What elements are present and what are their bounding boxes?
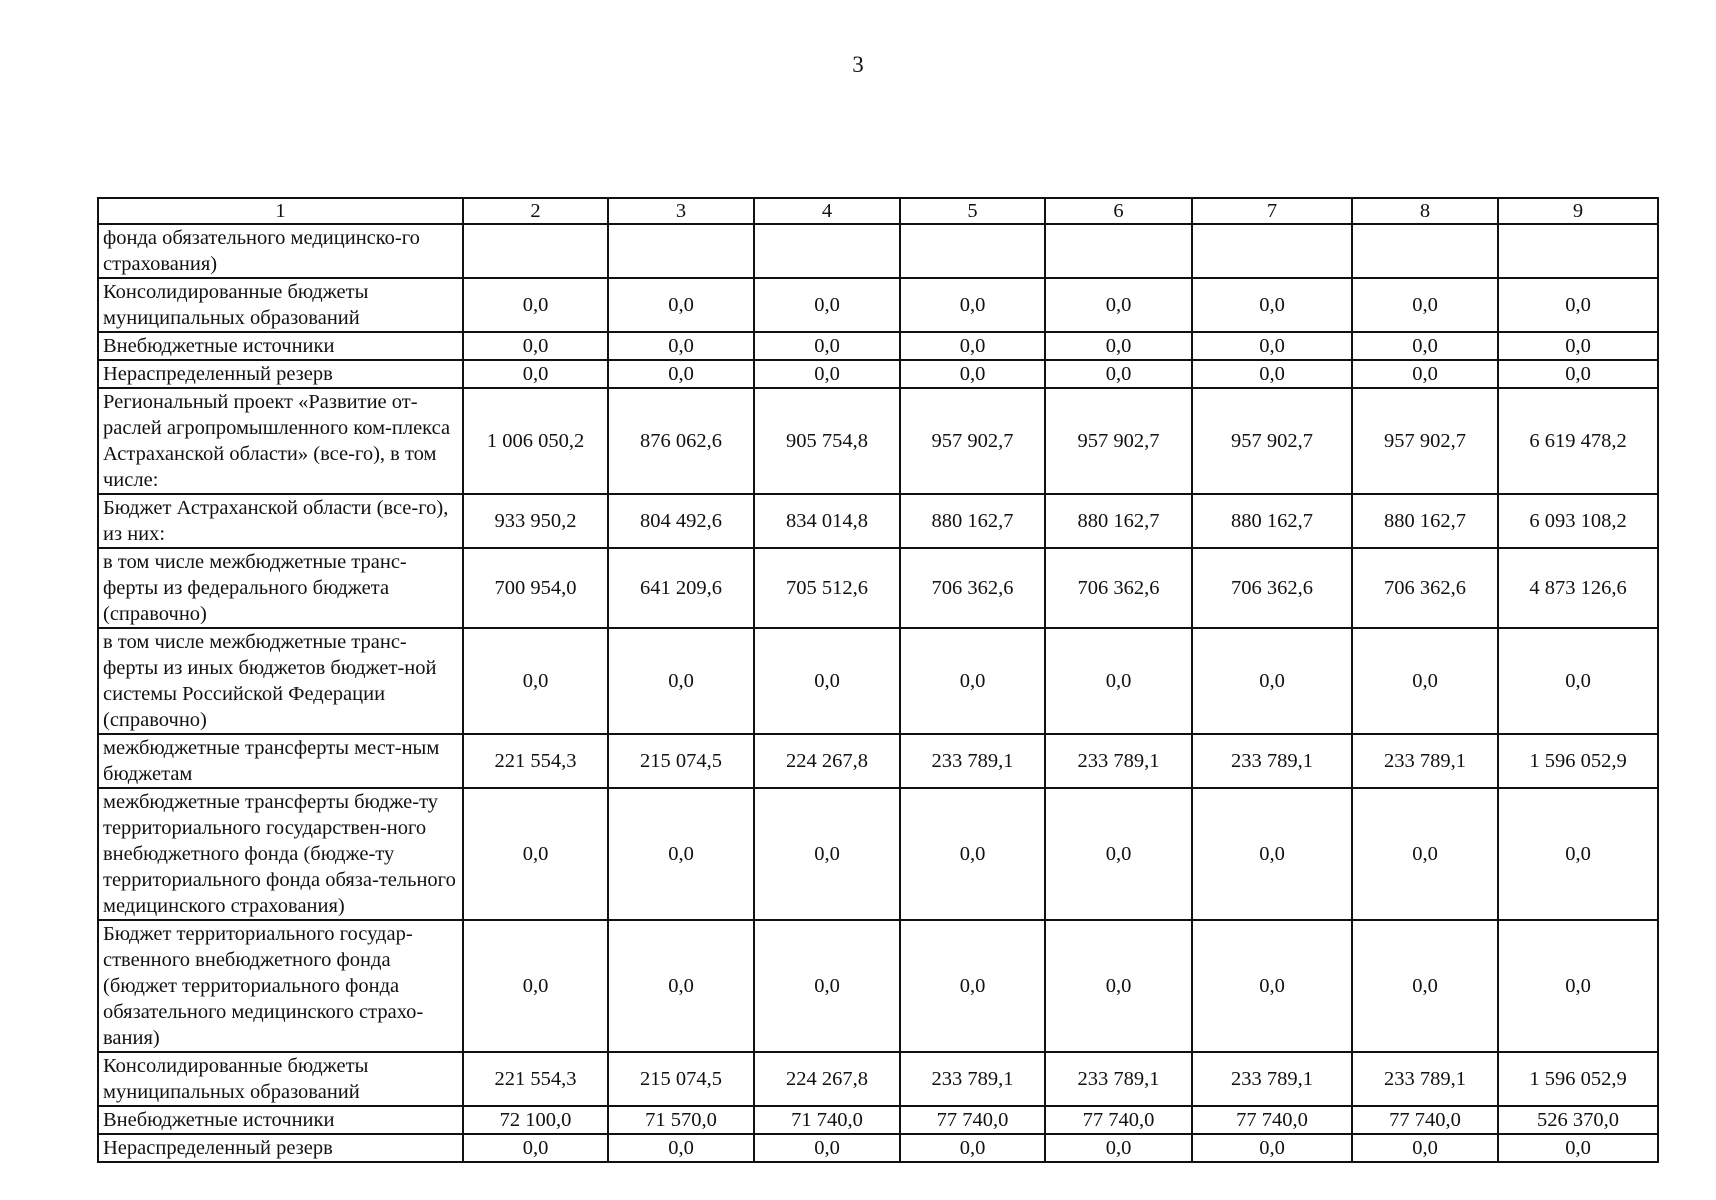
value-cell: 933 950,2: [463, 494, 608, 548]
table-row: [98, 1134, 1658, 1162]
table-row: [98, 548, 1658, 628]
value-cell: 0,0: [1498, 360, 1658, 388]
value-cell: 0,0: [463, 788, 608, 920]
value-cell: 77 740,0: [1352, 1106, 1498, 1134]
value-cell: 0,0: [608, 278, 754, 332]
value-cell: 0,0: [1498, 1134, 1658, 1162]
value-cell: 0,0: [1192, 278, 1352, 332]
value-cell: 0,0: [900, 788, 1045, 920]
row-label: Нераспределенный резерв: [98, 360, 463, 388]
value-cell: 804 492,6: [608, 494, 754, 548]
value-cell: 0,0: [754, 1134, 900, 1162]
value-cell: [1045, 224, 1192, 278]
value-cell: 0,0: [1045, 920, 1192, 1052]
table-row: [98, 1052, 1658, 1106]
value-cell: 0,0: [900, 628, 1045, 734]
row-label: Бюджет Астраханской области (все-го), из них:: [98, 494, 463, 548]
value-cell: 1 006 050,2: [463, 388, 608, 494]
value-cell: 0,0: [754, 920, 900, 1052]
value-cell: 0,0: [1498, 278, 1658, 332]
value-cell: 0,0: [754, 278, 900, 332]
value-cell: 0,0: [754, 332, 900, 360]
value-cell: 0,0: [754, 628, 900, 734]
table-row: [98, 388, 1658, 494]
table-row: [98, 788, 1658, 920]
value-cell: 957 902,7: [1045, 388, 1192, 494]
table-row: [98, 332, 1658, 360]
value-cell: [608, 224, 754, 278]
row-label: Консолидированные бюджеты муниципальных образований: [98, 278, 463, 332]
value-cell: 526 370,0: [1498, 1106, 1658, 1134]
row-label: Внебюджетные источники: [98, 332, 463, 360]
header-row: [98, 198, 1658, 224]
value-cell: 876 062,6: [608, 388, 754, 494]
value-cell: 1 596 052,9: [1498, 1052, 1658, 1106]
table-row: [98, 920, 1658, 1052]
value-cell: 880 162,7: [1352, 494, 1498, 548]
value-cell: 71 570,0: [608, 1106, 754, 1134]
value-cell: 77 740,0: [1045, 1106, 1192, 1134]
value-cell: 0,0: [1498, 920, 1658, 1052]
value-cell: 0,0: [900, 920, 1045, 1052]
value-cell: 0,0: [1045, 1134, 1192, 1162]
value-cell: 0,0: [1192, 332, 1352, 360]
value-cell: 0,0: [1045, 332, 1192, 360]
table-row: [98, 1106, 1658, 1134]
value-cell: 0,0: [1352, 920, 1498, 1052]
row-label: Региональный проект «Развитие от-раслей агропромышленного ком-плекса Астраханской области» (все-го), в том числе:: [98, 388, 463, 494]
value-cell: 0,0: [463, 1134, 608, 1162]
value-cell: 233 789,1: [1045, 734, 1192, 788]
value-cell: 0,0: [1352, 332, 1498, 360]
value-cell: 233 789,1: [900, 734, 1045, 788]
value-cell: 706 362,6: [1045, 548, 1192, 628]
value-cell: 0,0: [463, 920, 608, 1052]
value-cell: 0,0: [1045, 278, 1192, 332]
value-cell: 905 754,8: [754, 388, 900, 494]
value-cell: 0,0: [608, 1134, 754, 1162]
table-row: [98, 494, 1658, 548]
value-cell: 0,0: [1192, 920, 1352, 1052]
value-cell: 0,0: [463, 278, 608, 332]
value-cell: 233 789,1: [900, 1052, 1045, 1106]
page-number: 3: [852, 52, 864, 77]
value-cell: 0,0: [900, 1134, 1045, 1162]
value-cell: 0,0: [1192, 788, 1352, 920]
column-header: 2: [463, 198, 608, 224]
value-cell: 1 596 052,9: [1498, 734, 1658, 788]
value-cell: [900, 224, 1045, 278]
value-cell: 0,0: [608, 332, 754, 360]
value-cell: 957 902,7: [1192, 388, 1352, 494]
row-label: межбюджетные трансферты мест-ным бюджетам: [98, 734, 463, 788]
value-cell: 0,0: [608, 360, 754, 388]
value-cell: 6 093 108,2: [1498, 494, 1658, 548]
value-cell: 0,0: [754, 360, 900, 388]
value-cell: 641 209,6: [608, 548, 754, 628]
column-header: 7: [1192, 198, 1352, 224]
column-header: 5: [900, 198, 1045, 224]
value-cell: 233 789,1: [1352, 1052, 1498, 1106]
column-header: 4: [754, 198, 900, 224]
value-cell: [1352, 224, 1498, 278]
value-cell: 880 162,7: [1045, 494, 1192, 548]
value-cell: 0,0: [1352, 628, 1498, 734]
value-cell: 0,0: [1498, 332, 1658, 360]
value-cell: 0,0: [900, 278, 1045, 332]
value-cell: 0,0: [608, 788, 754, 920]
value-cell: 77 740,0: [900, 1106, 1045, 1134]
value-cell: 0,0: [1498, 788, 1658, 920]
value-cell: 0,0: [1352, 1134, 1498, 1162]
table-row: [98, 628, 1658, 734]
value-cell: 77 740,0: [1192, 1106, 1352, 1134]
value-cell: 705 512,6: [754, 548, 900, 628]
value-cell: 0,0: [1352, 278, 1498, 332]
value-cell: 0,0: [1045, 788, 1192, 920]
value-cell: 0,0: [1192, 360, 1352, 388]
value-cell: 700 954,0: [463, 548, 608, 628]
value-cell: 0,0: [608, 920, 754, 1052]
value-cell: 0,0: [463, 332, 608, 360]
value-cell: [1498, 224, 1658, 278]
value-cell: 4 873 126,6: [1498, 548, 1658, 628]
value-cell: 0,0: [754, 788, 900, 920]
value-cell: 706 362,6: [1352, 548, 1498, 628]
value-cell: 0,0: [608, 628, 754, 734]
value-cell: 215 074,5: [608, 734, 754, 788]
table-row: [98, 278, 1658, 332]
value-cell: 957 902,7: [900, 388, 1045, 494]
budget-table: [97, 197, 1659, 1163]
table-row: [98, 360, 1658, 388]
value-cell: 706 362,6: [1192, 548, 1352, 628]
row-label: в том числе межбюджетные транс-ферты из иных бюджетов бюджет-ной системы Российской Федерации (справочно): [98, 628, 463, 734]
value-cell: 0,0: [900, 360, 1045, 388]
value-cell: 880 162,7: [1192, 494, 1352, 548]
value-cell: 0,0: [1045, 360, 1192, 388]
row-label: в том числе межбюджетные транс-ферты из федерального бюджета (справочно): [98, 548, 463, 628]
table-body: [98, 198, 1658, 1162]
value-cell: 221 554,3: [463, 1052, 608, 1106]
value-cell: 215 074,5: [608, 1052, 754, 1106]
value-cell: 233 789,1: [1192, 1052, 1352, 1106]
row-label: фонда обязательного медицинско-го страхования): [98, 224, 463, 278]
value-cell: 72 100,0: [463, 1106, 608, 1134]
row-label: Внебюджетные источники: [98, 1106, 463, 1134]
value-cell: 0,0: [463, 628, 608, 734]
table-row: [98, 734, 1658, 788]
table-row: [98, 224, 1658, 278]
value-cell: [754, 224, 900, 278]
value-cell: 957 902,7: [1352, 388, 1498, 494]
value-cell: 233 789,1: [1192, 734, 1352, 788]
column-header: 3: [608, 198, 754, 224]
value-cell: 6 619 478,2: [1498, 388, 1658, 494]
value-cell: [1192, 224, 1352, 278]
value-cell: 233 789,1: [1352, 734, 1498, 788]
row-label: Нераспределенный резерв: [98, 1134, 463, 1162]
row-label: Консолидированные бюджеты муниципальных образований: [98, 1052, 463, 1106]
value-cell: 0,0: [900, 332, 1045, 360]
value-cell: 0,0: [1498, 628, 1658, 734]
value-cell: [463, 224, 608, 278]
value-cell: 0,0: [1045, 628, 1192, 734]
value-cell: 880 162,7: [900, 494, 1045, 548]
value-cell: 0,0: [1192, 1134, 1352, 1162]
value-cell: 0,0: [1192, 628, 1352, 734]
column-header: 6: [1045, 198, 1192, 224]
value-cell: 0,0: [1352, 360, 1498, 388]
value-cell: 233 789,1: [1045, 1052, 1192, 1106]
value-cell: 71 740,0: [754, 1106, 900, 1134]
value-cell: 224 267,8: [754, 1052, 900, 1106]
row-label: Бюджет территориального государ-ственного внебюджетного фонда (бюджет территориального фонда обязательного медицинского страхо-вания): [98, 920, 463, 1052]
column-header: 1: [98, 198, 463, 224]
row-label: межбюджетные трансферты бюдже-ту территориального государствен-ного внебюджетного фонда (бюдже-ту территориального фонда обяза-тельного медицинского страхования): [98, 788, 463, 920]
value-cell: 0,0: [1352, 788, 1498, 920]
value-cell: 706 362,6: [900, 548, 1045, 628]
value-cell: 834 014,8: [754, 494, 900, 548]
column-header: 9: [1498, 198, 1658, 224]
value-cell: 224 267,8: [754, 734, 900, 788]
column-header: 8: [1352, 198, 1498, 224]
value-cell: 221 554,3: [463, 734, 608, 788]
value-cell: 0,0: [463, 360, 608, 388]
